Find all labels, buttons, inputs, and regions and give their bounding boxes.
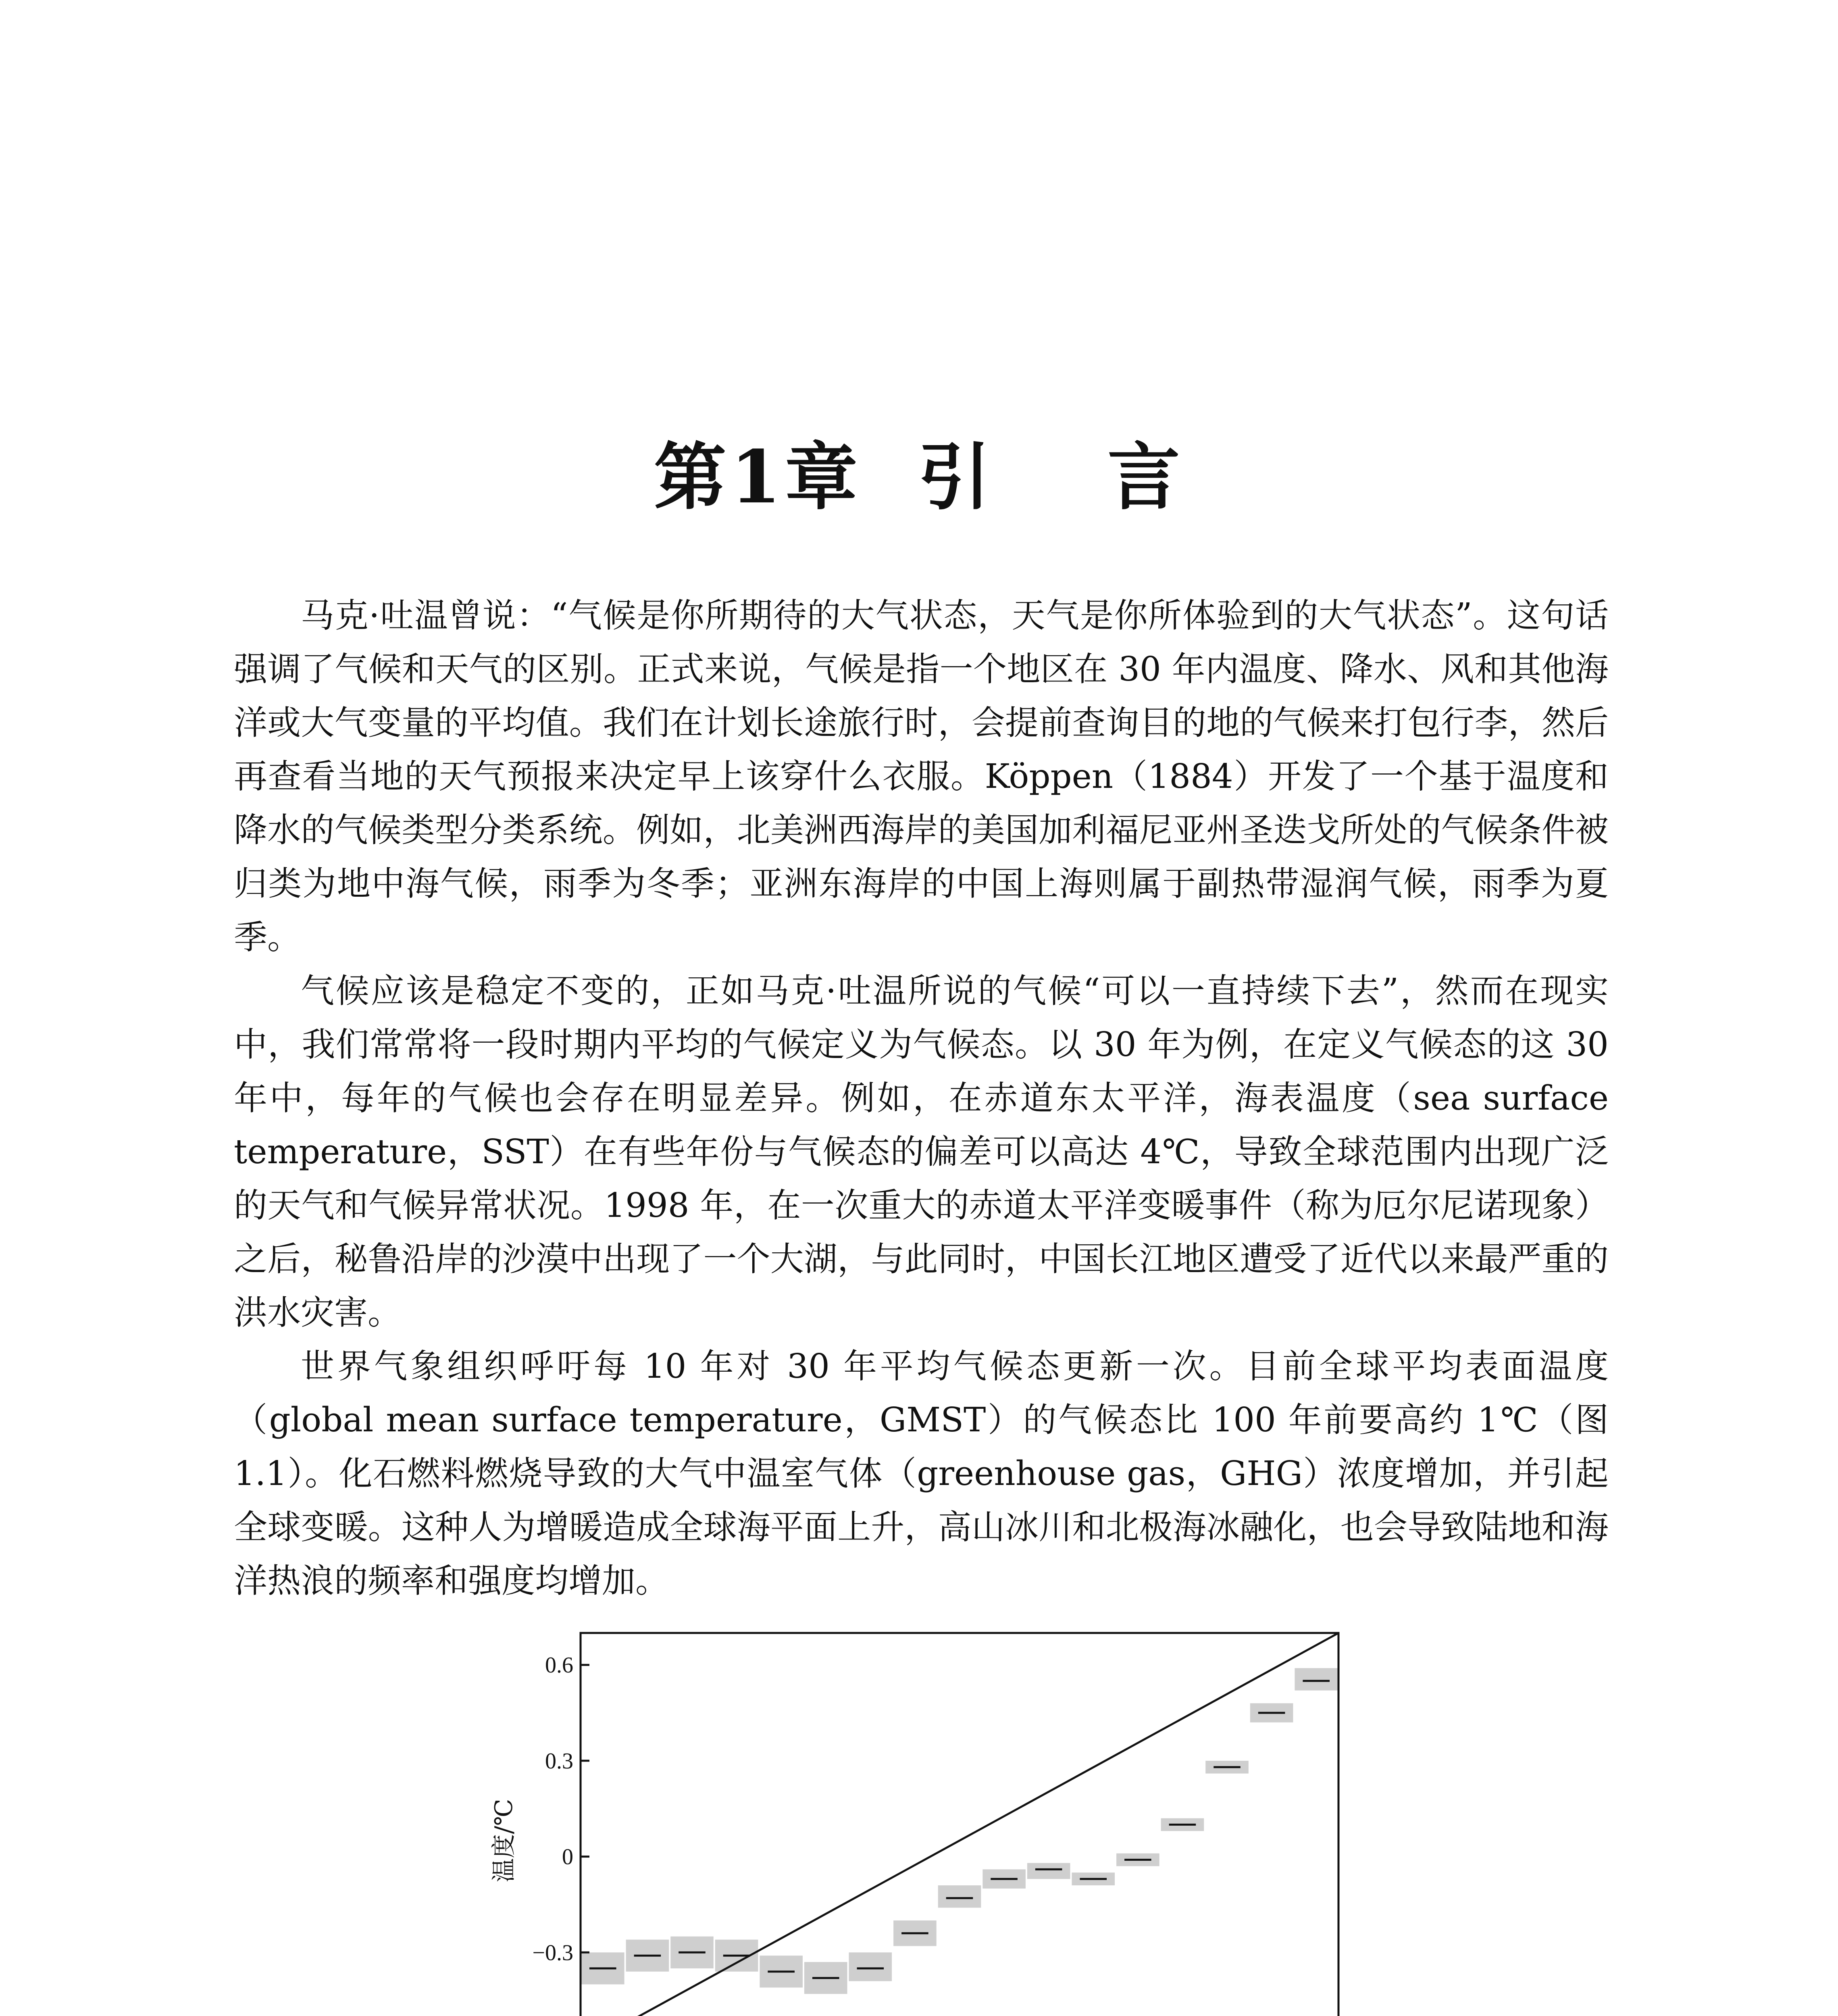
y-axis-title: 温度/℃ [490, 1799, 518, 1883]
y-tick-label: 0 [562, 1844, 573, 1870]
chapter-title-part1: 引 [918, 435, 995, 520]
chapter-number: 第1章 [654, 435, 862, 520]
paragraph-3: 世界气象组织呼吁每 10 年对 30 年平均气候态更新一次。目前全球平均表面温度（global mean surface temperature，GMST）的气候态比 100 年前要高约 1℃（图 1.1）。化石燃料燃烧导致的大气中温室气体（greenhouse gas，GHG）浓度增加，并引起全球变暖。这种人为增暖造成全球海平面上升，高山冰川和北极海冰融化，也会导致陆地和海洋热浪的频率和强度均增加。 [234, 1347, 1609, 1600]
body-text [234, 589, 1609, 1608]
uncertainty-band-1950 [1027, 1863, 1070, 1879]
paragraph-2: 气候应该是稳定不变的，正如马克·吐温所说的气候“可以一直持续下去”，然而在现实中，我们常常将一段时期内平均的气候定义为气候态。以 30 年为例，在定义气候态的这 30 年中，每年的气候也会存在明显差异。例如，在赤道东太平洋，海表温度（sea surface temperature，SST）在有些年份与气候态的偏差可以高达 4℃，导致全球范围内出现广泛的天气和气候异常状况。1998 年，在一次重大的赤道太平洋变暖事件（称为厄尔尼诺现象）之后，秘鲁沿岸的沙漠中出现了一个大湖，与此同时，中国长江地区遭受了近代以来最严重的洪水灾害。 [234, 971, 1609, 1332]
chapter-title [0, 419, 1838, 523]
gmst-chart [484, 1621, 1363, 2016]
uncertainty-band-2010 [1295, 1668, 1338, 1690]
paragraph-1: 马克·吐温曾说：“气候是你所期待的大气状态，天气是你所体验到的大气状态”。这句话强调了气候和天气的区别。正式来说，气候是指一个地区在 30 年内温度、降水、风和其他海洋或大气变量的平均值。我们在计划长途旅行时，会提前查询目的地的气候来打包行李，然后再查看当地的天气预报来决定早上该穿什么衣服。Köppen（1884）开发了一个基于温度和降水的气候类型分类系统。例如，北美洲西海岸的美国加利福尼亚州圣迭戈所处的气候条件被归类为地中海气候，雨季为冬季；亚洲东海岸的中国上海则属于副热带湿润气候，雨季为夏季。 [234, 596, 1609, 957]
y-tick-label: 0.6 [545, 1653, 573, 1678]
chapter-title-part2: 言 [1107, 435, 1184, 520]
uncertainty-band-1910 [849, 1952, 892, 1981]
y-tick-label: 0.3 [545, 1748, 573, 1774]
uncertainty-band-1930 [938, 1885, 981, 1908]
y-tick-label: −0.3 [532, 1940, 573, 1966]
